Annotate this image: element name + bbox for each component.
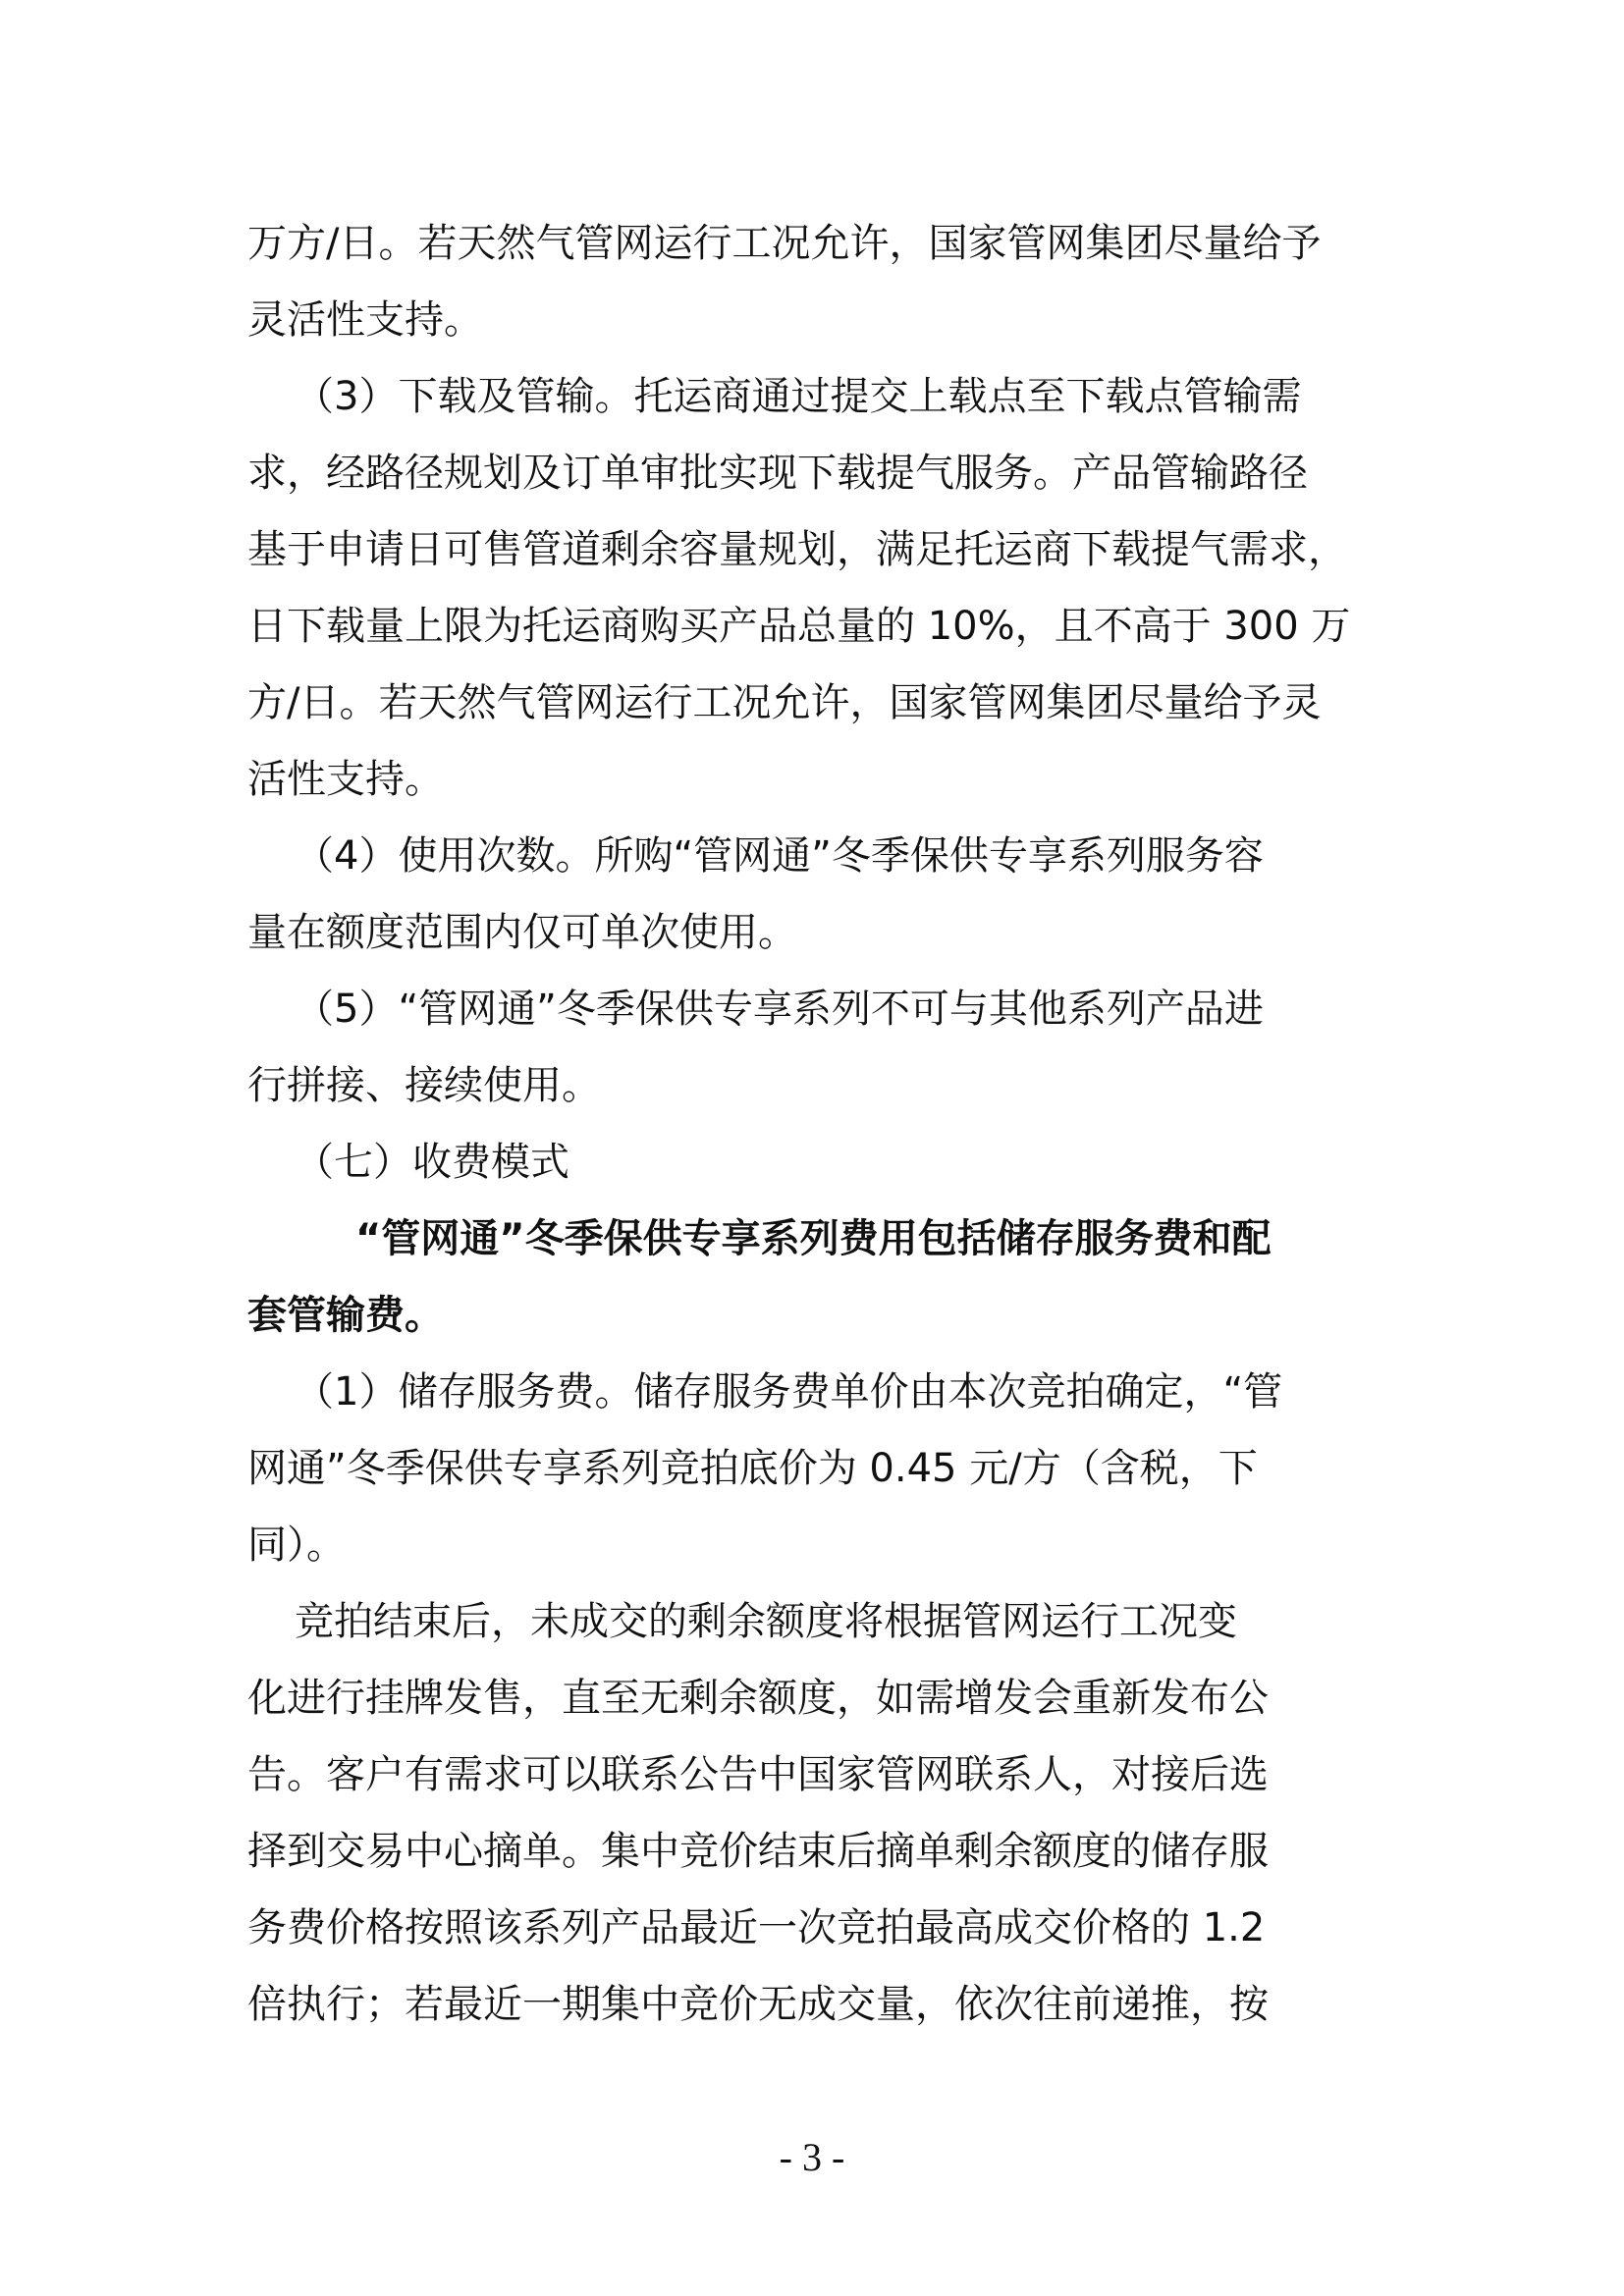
text-line-12: 行拼接、接续使用。: [247, 1063, 601, 1108]
text-line-18: 同）。: [247, 1522, 346, 1568]
text-line-6: 日下载量上限为托运商购买产品总量的 10%，且不高于 300 万: [247, 604, 1351, 649]
text-line-16: （1）储存服务费。储存服务费单价由本次竞拍确定，“管: [295, 1369, 1283, 1415]
text-line-7: 方/日。若天然气管网运行工况允许，国家管网集团尽量给予灵: [247, 680, 1322, 725]
text-line-24: 倍执行；若最近一期集中竞价无成交量，依次往前递推，按: [247, 1982, 1269, 2027]
text-line-3: （3）下载及管输。托运商通过提交上载点至下载点管输需: [295, 374, 1302, 419]
page-number: - 3 -: [779, 2135, 845, 2179]
text-line-23: 务费价格按照该系列产品最近一次竞拍最高成交价格的 1.2: [247, 1905, 1266, 1950]
text-line-2: 灵活性支持。: [247, 297, 483, 343]
text-line-22: 择到交易中心摘单。集中竞价结束后摘单剩余额度的储存服: [247, 1829, 1269, 1874]
text-line-17: 网通”冬季保供专享系列竞拍底价为 0.45 元/方（含税，下: [247, 1446, 1258, 1491]
text-line-8: 活性支持。: [247, 757, 444, 802]
text-line-9: （4）使用次数。所购“管网通”冬季保供专享系列服务容: [295, 833, 1264, 879]
text-line-10: 量在额度范围内仅可单次使用。: [247, 910, 797, 955]
section-heading: （七）收费模式: [295, 1140, 569, 1185]
text-line-11: （5）“管网通”冬季保供专享系列不可与其他系列产品进: [295, 987, 1264, 1032]
bold-paragraph-line-2: 套管输费。: [247, 1293, 444, 1338]
text-line-5: 基于申请日可售管道剩余容量规划，满足托运商下载提气需求，: [247, 527, 1347, 572]
text-line-4: 求，经路径规划及订单审批实现下载提气服务。产品管输路径: [247, 451, 1308, 496]
text-line-19: 竞拍结束后，未成交的剩余额度将根据管网运行工况变: [295, 1599, 1237, 1644]
text-line-21: 告。客户有需求可以联系公告中国家管网联系人，对接后选: [247, 1752, 1269, 1797]
bold-paragraph-line-1: “管网通”冬季保供专享系列费用包括储存服务费和配: [355, 1216, 1272, 1261]
text-line-20: 化进行挂牌发售，直至无剩余额度，如需增发会重新发布公: [247, 1676, 1269, 1721]
text-line-1: 万方/日。若天然气管网运行工况允许，国家管网集团尽量给予: [247, 221, 1322, 266]
